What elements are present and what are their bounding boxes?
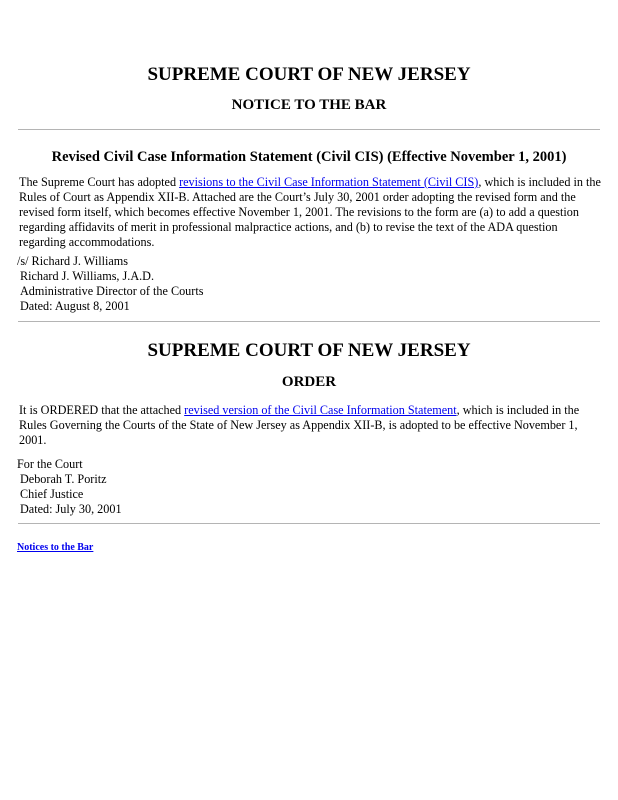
signature-date: Dated: July 30, 2001 — [20, 502, 122, 516]
notice-body-prefix: The Supreme Court has adopted — [19, 175, 180, 189]
signature-title: Administrative Director of the Courts — [20, 284, 204, 298]
order-body-prefix: It is ORDERED that the attached — [19, 403, 185, 417]
revised-cis-link[interactable]: revised version of the Civil Case Information Statement — [184, 403, 457, 417]
notice-body-suffix: , which is included in the Rules of Court as Appendix XII-B. Attached are the Court’s July 30, 2001 order adopting the revised form and the revised form itself, which becomes effective November 1, 2001. The revisions to the form are (a) to add a question regarding affidavits of merit in professional malpractice actions, and (b) to revise the text of the ADA question regarding accommodations. — [19, 175, 601, 249]
notice-signature-block — [17, 254, 203, 314]
order-court-title: SUPREME COURT OF NEW JERSEY — [147, 340, 471, 361]
order-subtitle: ORDER — [281, 374, 337, 390]
order-signature-block — [17, 457, 122, 517]
signature-date: Dated: August 8, 2001 — [20, 299, 130, 313]
notices-to-the-bar-link[interactable]: Notices to the Bar — [17, 542, 94, 553]
divider — [18, 129, 600, 130]
notice-court-title: SUPREME COURT OF NEW JERSEY — [147, 64, 471, 85]
signature-name: Deborah T. Poritz — [20, 472, 107, 486]
order-body-suffix: , which is included in the Rules Governing the Courts of the State of New Jersey as Appendix XII-B, is adopted to be effective November 1, 2001. — [19, 403, 580, 447]
divider — [18, 321, 600, 322]
signature-line: For the Court — [17, 457, 83, 471]
signature-title: Chief Justice — [20, 487, 84, 501]
notice-heading: Revised Civil Case Information Statement (Civil CIS) (Effective November 1, 2001) — [51, 149, 567, 165]
civil-cis-revisions-link[interactable]: revisions to the Civil Case Information Statement (Civil CIS) — [179, 175, 479, 189]
order-body — [19, 403, 603, 448]
notice-body — [19, 175, 603, 250]
signature-line: /s/ Richard J. Williams — [17, 254, 128, 268]
signature-name: Richard J. Williams, J.A.D. — [20, 269, 155, 283]
divider — [18, 523, 600, 524]
notice-subtitle: NOTICE TO THE BAR — [231, 97, 387, 113]
